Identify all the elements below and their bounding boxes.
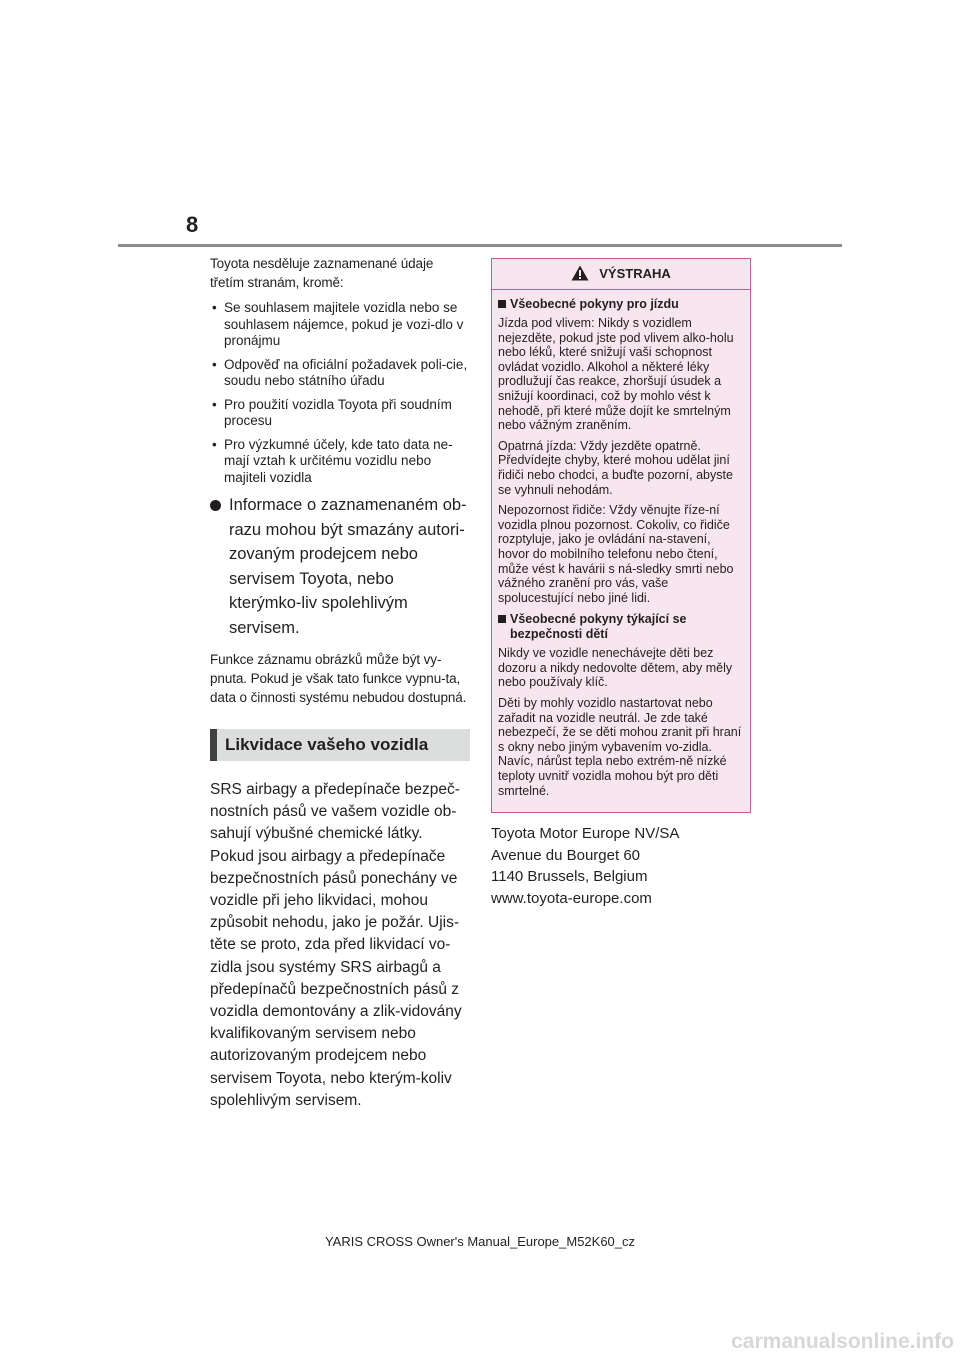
warning-paragraph: Opatrná jízda: Vždy jezděte opatrně. Předvídejte chyby, které mohou udělat jiní řidiči nebo chodci, a buďte pozorní, abyste se vyhnuli nehodám.	[498, 438, 733, 497]
list-item: • Odpověď na oficiální požadavek poli-cie, soudu nebo státního úřadu	[210, 357, 470, 390]
left-column	[210, 254, 470, 1112]
address-company: Toyota Motor Europe NV/SA	[491, 825, 680, 843]
section-heading: Likvidace vašeho vozidla	[210, 729, 470, 761]
note-paragraph: Funkce záznamu obrázků může být vy-pnuta. Pokud je však tato funkce vypnu-ta, data o činnosti systému nebudou dostupná.	[210, 652, 467, 705]
warning-paragraph: Nepozornost řidiče: Vždy věnujte říze-ní vozidla plnou pozornost. Cokoliv, co řidiče rozptyluje, jako je ovládání na-stavení, hovor do mobilního telefonu nebo čtení, může vést k havárii s ná-sledky smrti nebo vážného zranění pro vás, vaše spolucestující nebo jiné lidi.	[498, 503, 734, 605]
key-point-text: Informace o zaznamenaném ob-razu mohou být smazány autori-zovaným prodejcem nebo servisem Toyota, nebo kterýmko-liv spolehlivým servisem.	[229, 496, 467, 637]
list-item: • Pro použití vozidla Toyota při soudním procesu	[210, 397, 470, 430]
warning-subheading-driving	[498, 297, 744, 312]
warning-triangle-icon	[571, 265, 589, 281]
warning-title: VÝSTRAHA	[599, 266, 671, 281]
address-city: 1140 Brussels, Belgium	[491, 868, 648, 886]
address-block	[491, 823, 751, 909]
warning-header	[492, 259, 750, 290]
address-website: www.toyota-europe.com	[491, 889, 652, 907]
bullet-dot-icon	[210, 500, 221, 511]
warning-paragraph: Nikdy ve vozidle nenechávejte děti bez dozoru a nikdy nedovolte dětem, aby měly nebo používaly klíč.	[498, 646, 733, 690]
watermark-text: carmanualsonline.info	[731, 1330, 954, 1353]
warning-subheading-text: Všeobecné pokyny týkající se bezpečnosti dětí	[510, 612, 687, 642]
warning-subheading-children	[498, 612, 744, 642]
list-item: • Se souhlasem majitele vozidla nebo se souhlasem nájemce, pokud je vozi-dlo v pronájmu	[210, 300, 470, 350]
warning-paragraph: Děti by mohly vozidlo nastartovat nebo zařadit na vozidle neutrál. Je zde také nebezpečí, že se děti mohou zranit při hraní s okny nebo jiným vybavením vo-zidla. Navíc, nárůst tepla nebo extrém-ně nízké teploty uvnitř vozidla mohou být pro děti smrtelné.	[498, 696, 742, 798]
exception-list	[210, 300, 470, 486]
square-bullet-icon	[498, 615, 506, 623]
disposal-paragraph: SRS airbagy a předepínače bezpeč-nostních pásů ve vašem vozidle ob-sahují výbušné chemické látky. Pokud jsou airbagy a předepínače bezpečnostních pásů ponechány ve vozidle při jeho likvidaci, mohou způsobit nehodu, jako je požár. Ujis-těte se proto, zda před likvidací vo-zidla jsou systémy SRS airbagů a předepínačů bezpečnostních pásů z vozidla demontovány a zlik-vidovány kvalifikovaným servisem nebo autorizovaným prodejcem nebo servisem Toyota, nebo kterým-koliv spolehlivým servisem.	[210, 781, 462, 1109]
list-item: • Pro výzkumné účely, kde tato data ne-mají vztah k určitému vozidlu nebo majiteli vozidla	[210, 437, 470, 487]
page-number: 8	[186, 212, 199, 237]
key-point	[210, 493, 470, 640]
warning-box	[491, 258, 751, 813]
intro-paragraph: Toyota nesděluje zaznamenané údaje třetím stranám, kromě:	[210, 256, 434, 290]
square-bullet-icon	[498, 300, 506, 308]
warning-subheading-text: Všeobecné pokyny pro jízdu	[510, 297, 679, 311]
warning-paragraph: Jízda pod vlivem: Nikdy s vozidlem nejezděte, pokud jste pod vlivem alko-holu nebo léků, které snižují vaši schopnost ovládat vozidlo. Alkohol a některé léky prodlužují čas reakce, zhoršují úsudek a snižují koordinaci, což by mohlo vést k nehodě, při které může dojít ke smrtelným nebo vážným zraněním.	[498, 316, 734, 433]
header-rule	[118, 244, 842, 247]
address-street: Avenue du Bourget 60	[491, 846, 641, 864]
footer-manual-id: YARIS CROSS Owner's Manual_Europe_M52K60_cz	[324, 1234, 636, 1249]
right-column	[491, 258, 751, 909]
